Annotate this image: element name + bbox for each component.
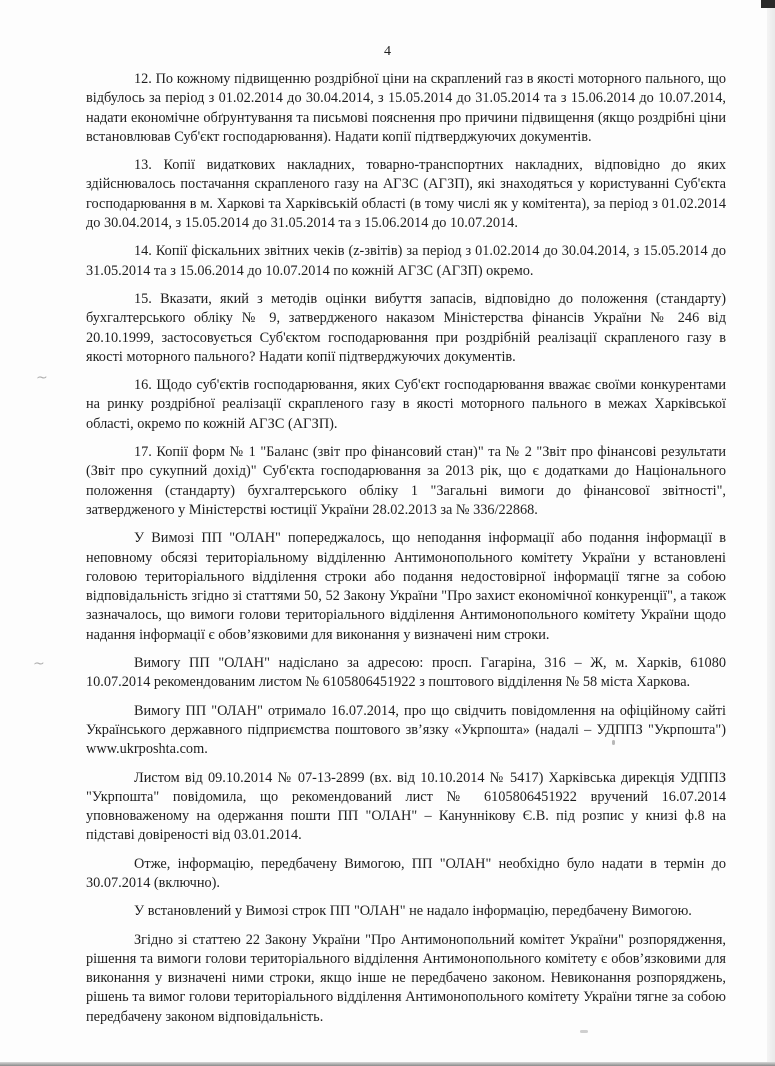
paragraph-law: Згідно зі статтею 22 Закону України "Про Антимонопольний комітет України" розпорядження, рішення та вимоги голови територіального відділення Антимонопольного комітету є обов’язковими для виконання у визначені ними строки, якщо інше не передбачено законом. Невиконання розпоряджень, рішень та вимог голови територіального відділення Антимонопольного комітету України тягне за собою передбачену законом відповідальність. (86, 931, 726, 1025)
paragraph-warning: У Вимозі ПП "ОЛАН" попереджалось, що неподання інформації або подання інформації в неповному обсязі територіальному відділенню Антимонопольного комітету України у встановлені головою територіального відділення строки або подання недостовірної інформації тягне за собою відповідальність згідно зі статтями 50, 52 Закону України "Про захист економічної конкуренції", а також зазначалось, що вимоги голови територіального відділення Антимонопольного комітету України щодо надання інформації є обов’язковими для виконання у визначені ним строки. (86, 530, 726, 643)
page-edge-right (767, 0, 775, 1066)
paragraph-item-16: 16. Щодо суб'єктів господарювання, яких Суб'єкт господарювання вважає своїми конкурентами на ринку роздрібної реалізації скрапленого газу в якості моторного пального в межах Харківської області, окремо по кожній АГЗС (АГЗП). (86, 377, 726, 432)
paragraph-item-14: 14. Копії фіскальних звітних чеків (z-звітів) за період з 01.02.2014 до 30.04.2014, з 15.05.2014 до 31.05.2014 та з 15.06.2014 до 10.07.2014 по кожній АГЗС (АГЗП) окремо. (86, 243, 726, 279)
paragraph-item-12: 12. По кожному підвищенню роздрібної ціни на скраплений газ в якості моторного пального, що відбулось за період з 01.02.2014 до 30.04.2014, з 15.05.2014 до 31.05.2014 та з 15.06.2014 до 10.07.2014, надати економічне обґрунтування та письмові пояснення про причини підвищення (якщо роздрібні ціни встановлював Суб'єкт господарювання). Надати копії підтверджуючих документів. (86, 71, 726, 145)
paragraph-item-15: 15. Вказати, який з методів оцінки вибуття запасів, відповідно до положення (стандарту) бухгалтерського обліку № 9, затвердженого наказом Міністерства фінансів України № 246 від 20.10.1999, застосовується Суб'єктом господарювання при роздрібній реалізації скрапленого газу в якості моторного пального? Надати копії підтверджуючих документів. (86, 290, 726, 365)
page-edge-bottom (0, 1062, 775, 1066)
paragraph-item-17: 17. Копії форм № 1 "Баланс (звіт про фінансовий стан)" та № 2 "Звіт про фінансові результати (Звіт про сукупний дохід)" Суб'єкта господарювання за 2013 рік, що є додатками до Національного положення (стандарту) бухгалтерського обліку 1 "Загальні вимоги до фінансової звітності", затвердженого у Міністерстві юстиції України 28.02.2013 за № 336/22868. (86, 444, 726, 518)
scan-corner (761, 0, 775, 8)
paragraph-not-provided: У встановлений у Вимозі строк ПП "ОЛАН" не надало інформацію, передбачену Вимогою. (134, 903, 692, 920)
margin-mark: ~ (36, 370, 48, 386)
paragraph-letter: Листом від 09.10.2014 № 07-13-2899 (вх. від 10.10.2014 № 5417) Харківська дирекція УДППЗ "Укрпошта" повідомила, що рекомендований лист № 6105806451922 вручений 16.07.2014 уповноваженому на одержання пошти ПП "ОЛАН" – Кануннікову Є.В. під розпис у книзі ф.8 на підставі довіреності від 03.01.2014. (86, 769, 726, 844)
paragraph-item-13: 13. Копії видаткових накладних, товарно-транспортних накладних, відповідно до яких здійснювалось постачання скрапленого газу на АГЗС (АГЗП), які знаходяться у користуванні Суб'єкта господарювання в м. Харкові та Харківській області (в тому числі як у комітента), за період з 01.02.2014 до 30.04.2014, з 15.05.2014 до 31.05.2014 та з 15.06.2014 до 10.07.2014. (86, 157, 726, 232)
page-number: 4 (384, 44, 391, 59)
document-body (86, 70, 726, 1036)
paragraph-sent: Вимогу ПП "ОЛАН" надіслано за адресою: просп. Гагаріна, 316 – Ж, м. Харків, 61080 10.07.2014 рекомендованим листом № 6105806451922 з поштового відділення № 58 міста Харкова. (86, 655, 726, 691)
paragraph-deadline: Отже, інформацію, передбачену Вимогою, ПП "ОЛАН" необхідно було надати в термін до 30.07.2014 (включно). (86, 855, 726, 891)
paragraph-received: Вимогу ПП "ОЛАН" отримало 16.07.2014, про що свідчить повідомлення на офіційному сайті Українського державного підприємства поштового зв’язку «Укрпошта» (надалі – УДППЗ "Укрпошта") www.ukrposhta.com. (86, 702, 726, 758)
margin-mark: ~ (33, 656, 45, 672)
